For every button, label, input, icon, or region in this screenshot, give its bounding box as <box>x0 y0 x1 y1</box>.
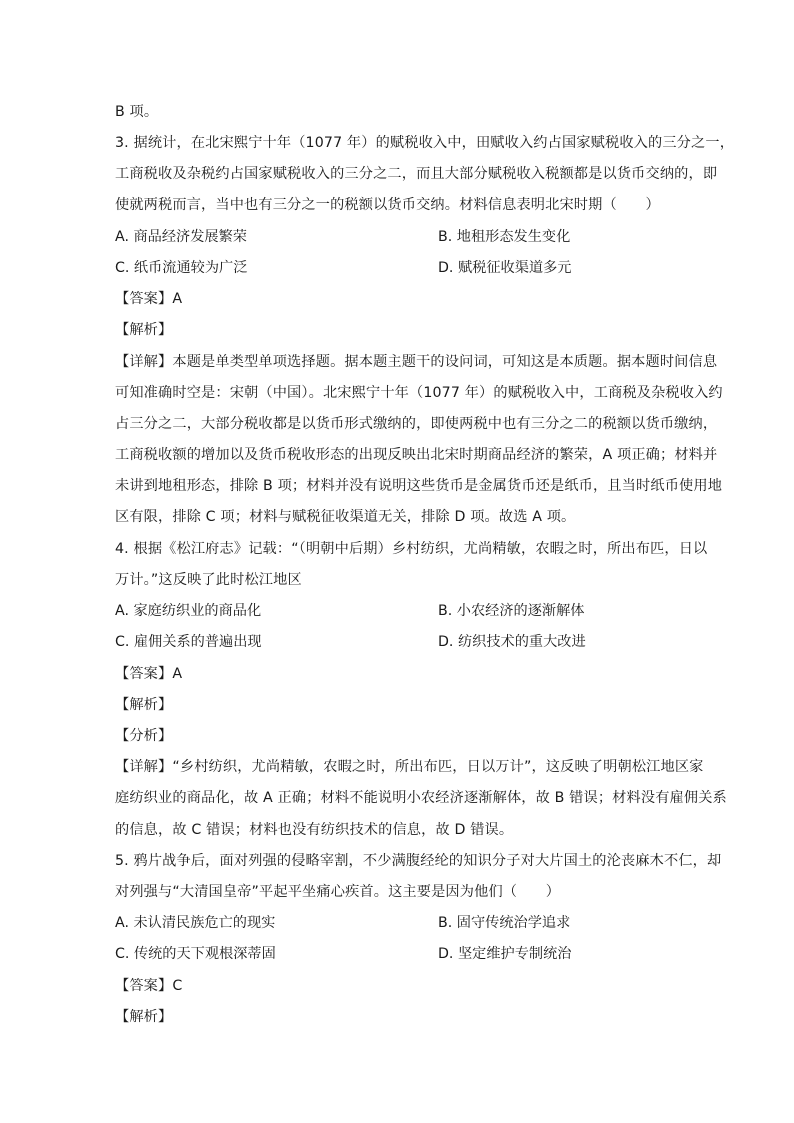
q5-option-b: B. 固守传统治学追求 <box>438 915 571 931</box>
detail-text: 【详解】本题是单类型单项选择题。据本题主题干的设问词，可知这是本质题。据本题时间信息 <box>115 354 718 370</box>
question-4-stem: 4. 根据《松江府志》记载：“（明朝中后期）乡村纺织，尤尚精敏，农暇之时，所出布匹，日以 <box>115 541 708 557</box>
q4-option-b: B. 小农经济的逐渐解体 <box>438 603 585 619</box>
text-line: 工商税收额的增加以及货币税收形态的出现反映出北宋时期商品经济的繁荣，A 项正确；材料并 <box>115 447 718 463</box>
question-5-stem: 5. 鸦片战争后，面对列强的侵略宰割，不少满腹经纶的知识分子对大片国土的沦丧麻木不仁，却 <box>115 853 722 869</box>
q5-option-d: D. 坚定维护专制统治 <box>438 946 572 962</box>
analysis-label: 【解析】 <box>115 697 173 713</box>
text-line: 区有限，排除 C 项；材料与赋税征收渠道无关，排除 D 项。故选 A 项。 <box>115 509 576 525</box>
q3-option-d: D. 赋税征收渠道多元 <box>438 260 572 276</box>
text-line: 工商税收及杂税约占国家赋税收入的三分之二，而且大部分赋税收入税额都是以货币交纳的，即 <box>115 166 718 182</box>
analysis-sub-label: 【分析】 <box>115 728 173 744</box>
text-line: B 项。 <box>115 104 159 120</box>
q3-option-a: A. 商品经济发展繁荣 <box>115 229 247 245</box>
q3-option-c: C. 纸币流通较为广泛 <box>115 260 248 276</box>
text-line: 的信息，故 C 错误；材料也没有纺织技术的信息，故 D 错误。 <box>115 822 514 838</box>
text-line: 可知准确时空是：宋朝（中国）。北宋熙宁十年（1077 年）的赋税收入中，工商税及杂税收入约 <box>115 385 723 401</box>
question-3-stem: 3. 据统计，在北宋熙宁十年（1077 年）的赋税收入中，田赋收入约占国家赋税收入的三分之一， <box>115 135 735 151</box>
answer-label: 【答案】A <box>115 291 183 307</box>
detail-text: 【详解】“乡村纺织，尤尚精敏，农暇之时，所出布匹，日以万计”，这反映了明朝松江地区家 <box>115 759 704 775</box>
q4-option-d: D. 纺织技术的重大改进 <box>438 634 586 650</box>
q5-option-a: A. 未认清民族危亡的现实 <box>115 915 276 931</box>
text-line: 万计。”这反映了此时松江地区 <box>115 572 302 588</box>
q5-option-c: C. 传统的天下观根深蒂固 <box>115 946 276 962</box>
text-line: 占三分之二，大部分税收都是以货币形式缴纳的，即使两税中也有三分之二的税额以货币缴纳， <box>115 416 718 432</box>
text-line: 未讲到地租形态，排除 B 项；材料并没有说明这些货币是金属货币还是纸币，且当时纸币使用地 <box>115 478 723 494</box>
analysis-label: 【解析】 <box>115 1009 173 1025</box>
answer-label: 【答案】A <box>115 666 183 682</box>
text-line: 使就两税而言，当中也有三分之一的税额以货币交纳。材料信息表明北宋时期（ ） <box>115 197 660 213</box>
q4-option-c: C. 雇佣关系的普遍出现 <box>115 634 262 650</box>
analysis-label: 【解析】 <box>115 322 173 338</box>
q3-option-b: B. 地租形态发生变化 <box>438 229 571 245</box>
q4-option-a: A. 家庭纺织业的商品化 <box>115 603 262 619</box>
text-line: 庭纺织业的商品化，故 A 正确；材料不能说明小农经济逐渐解体，故 B 错误；材料没有雇佣关系 <box>115 790 727 806</box>
text-line: 对列强与“大清国皇帝”平起平坐痛心疾首。这主要是因为他们（ ） <box>115 884 561 900</box>
answer-label: 【答案】C <box>115 978 183 994</box>
